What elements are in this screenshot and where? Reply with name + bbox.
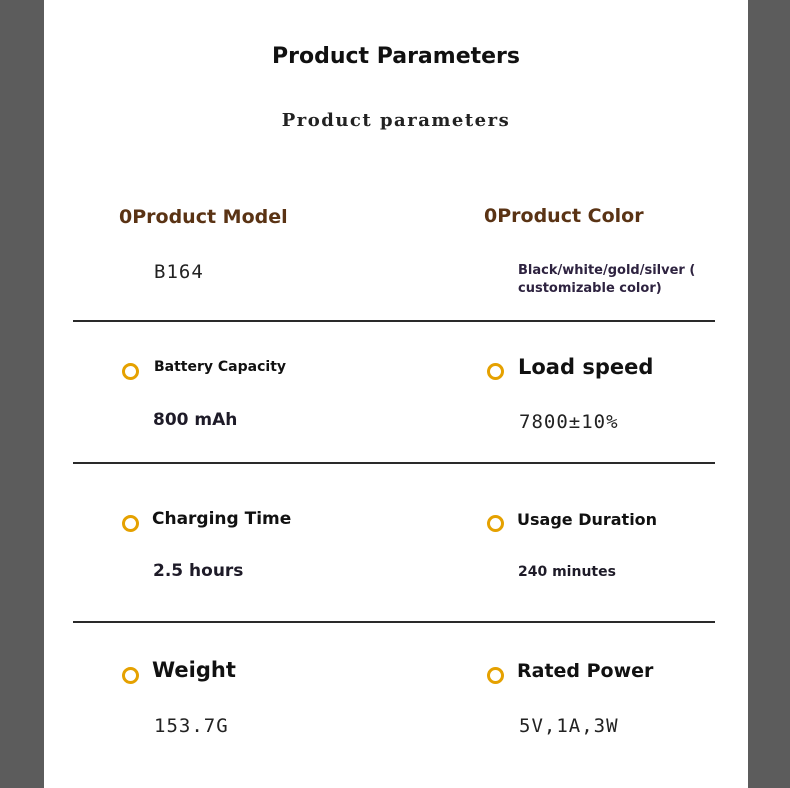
circle-bullet-icon xyxy=(122,667,139,684)
load-speed-label: Load speed xyxy=(518,355,654,379)
rated-power-value: 5V,1A,3W xyxy=(519,715,619,737)
usage-duration-label: Usage Duration xyxy=(517,510,658,529)
divider xyxy=(73,462,715,464)
load-speed-value: 7800±10% xyxy=(519,411,619,433)
parameter-sheet xyxy=(44,0,748,788)
product-color-value: Black/white/gold/silver ( customizable color) xyxy=(518,263,696,296)
charging-time-value: 2.5 hours xyxy=(153,561,244,581)
page-title: Product Parameters xyxy=(271,44,520,69)
divider xyxy=(73,621,715,623)
circle-bullet-icon xyxy=(487,667,504,684)
product-model-value: B164 xyxy=(154,261,204,283)
weight-label: Weight xyxy=(152,658,236,682)
weight-value: 153.7G xyxy=(154,715,229,737)
usage-duration-value: 240 minutes xyxy=(518,564,616,580)
divider xyxy=(73,320,715,322)
product-color-label: 0Product Color xyxy=(484,205,644,227)
circle-bullet-icon xyxy=(122,363,139,380)
product-model-label: 0Product Model xyxy=(119,206,288,228)
rated-power-label: Rated Power xyxy=(517,660,654,682)
charging-time-label: Charging Time xyxy=(152,509,292,529)
battery-capacity-label: Battery Capacity xyxy=(154,359,287,375)
circle-bullet-icon xyxy=(122,515,139,532)
page-subtitle: Product parameters xyxy=(281,110,511,131)
circle-bullet-icon xyxy=(487,515,504,532)
battery-capacity-value: 800 mAh xyxy=(153,410,238,430)
circle-bullet-icon xyxy=(487,363,504,380)
